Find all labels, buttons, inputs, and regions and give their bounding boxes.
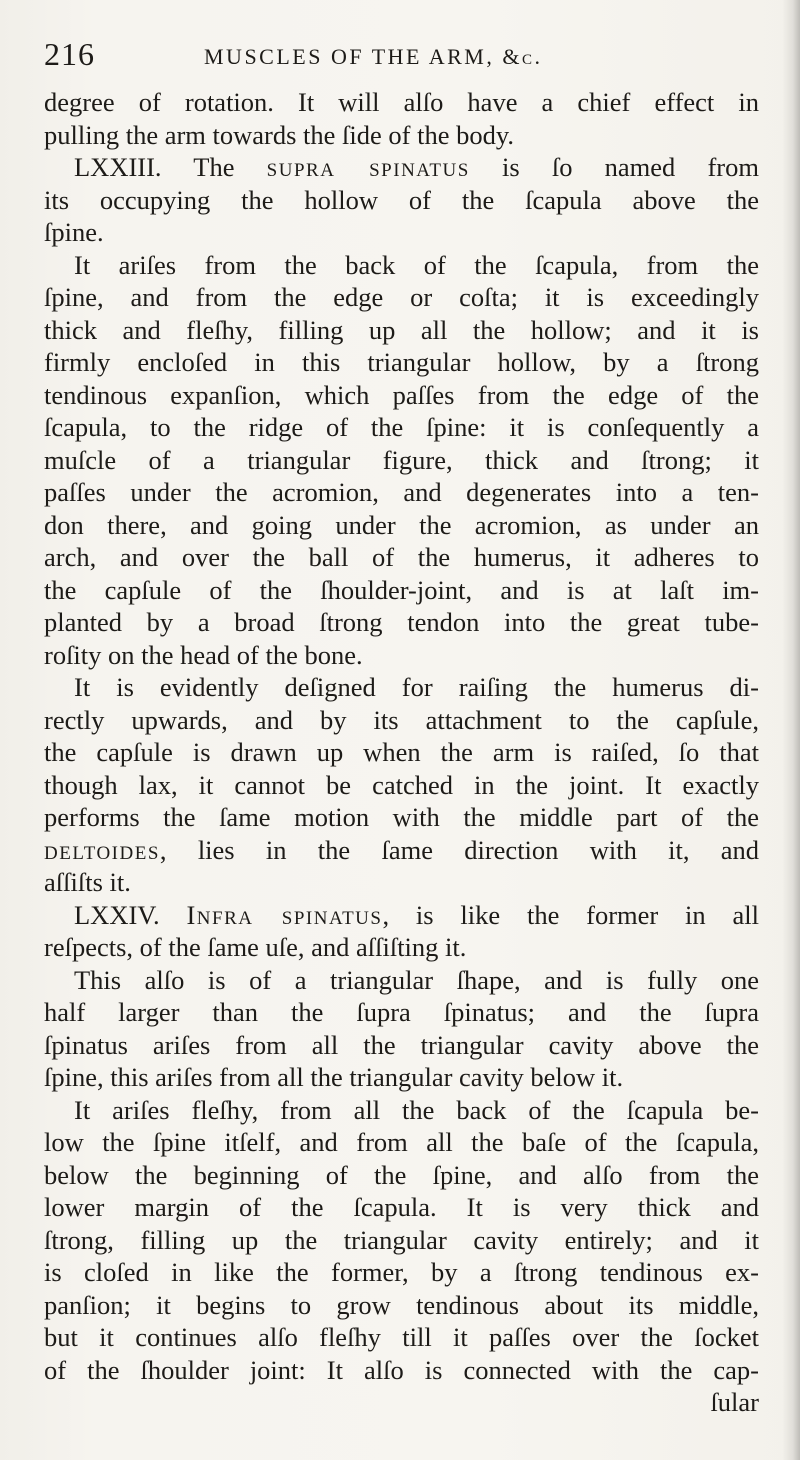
text-line [44, 1191, 759, 1224]
text-line [44, 899, 759, 932]
text-line [44, 671, 759, 704]
small-caps-term: deltoides [44, 834, 160, 865]
text-line [44, 216, 759, 249]
text-run: arch, and over the ball of the humerus, it adheres to [44, 542, 759, 572]
text-run: below the beginning of the ſpine, and alſo from the [44, 1159, 759, 1190]
text-line [44, 1386, 759, 1419]
text-run: pulling the arm towards the ſide of the body. [44, 119, 515, 150]
text-run: , lies in the ſame direction with it, and [159, 834, 759, 865]
text-run: ſpine, and from the edge or coſta; it is exceedingly [44, 282, 759, 312]
text-run: performs the ſame motion with the middle part of the [44, 802, 759, 832]
text-run: ſtrong, filling up the triangular cavity entirely; and it [44, 1224, 759, 1255]
text-line [44, 996, 759, 1029]
running-head: MUSCLES OF THE ARM, &c. [204, 44, 543, 69]
text-run: ſular [710, 1387, 759, 1417]
text-line [44, 866, 759, 899]
text-line [44, 931, 759, 964]
text-run: but it continues alſo fleſhy till it paſſes over the ſocket [44, 1322, 759, 1352]
text-line [44, 574, 759, 607]
text-line [44, 1321, 759, 1354]
text-line [44, 314, 759, 347]
text-run: is cloſed in like the former, by a ſtrong tendinous ex- [44, 1257, 759, 1287]
text-line [44, 801, 759, 834]
text-run: thick and fleſhy, filling up all the hollow; and it is [44, 314, 759, 345]
text-run: It ariſes fleſhy, from all the back of the ſcapula be- [74, 1094, 759, 1125]
text-run: muſcle of a triangular figure, thick and ſtrong; it [44, 444, 759, 475]
text-run: low the ſpine itſelf, and from all the baſe of the ſcapula, [44, 1127, 759, 1157]
text-line [44, 1354, 759, 1387]
text-line [44, 769, 759, 802]
text-run: the capſule is drawn up when the arm is raiſed, ſo that [44, 737, 759, 767]
text-run: firmly encloſed in this triangular hollow, by a ſtrong [44, 347, 759, 377]
text-line [44, 1256, 759, 1289]
small-caps-term: supra spinatus [266, 152, 470, 182]
text-run: roſity on the head of the bone. [44, 639, 363, 670]
text-run: its occupying the hollow of the ſcapula above the [44, 184, 759, 215]
text-run: don there, and going under the acromion, as under an [44, 509, 759, 540]
text-line [44, 1061, 759, 1094]
text-run: paſſes under the acromion, and degenerates into a ten- [44, 477, 759, 507]
text-line [44, 444, 759, 477]
text-line [44, 1029, 759, 1062]
text-run: reſpects, of the ſame uſe, and aſſiſting it. [44, 932, 467, 962]
text-run: ſpine, this ariſes from all the triangular cavity below it. [44, 1062, 624, 1092]
page-edge-shadow [782, 0, 800, 1460]
text-run: , is like the former in all [382, 899, 759, 930]
text-line [44, 834, 759, 867]
text-run: aſſiſts it. [44, 867, 131, 897]
page-number: 216 [44, 36, 95, 72]
small-caps-term: Infra spinatus [186, 899, 383, 930]
text-run: ſcapula, to the ridge of the ſpine: it is conſequently a [44, 412, 759, 442]
text-line [44, 606, 759, 639]
text-line [44, 509, 759, 542]
text-line [44, 151, 759, 184]
text-run: is ſo named from [469, 152, 759, 182]
text-line [44, 964, 759, 997]
text-run: ſpinatus ariſes from all the triangular cavity above the [44, 1029, 759, 1060]
text-run: the capſule of the ſhoulder-joint, and is at laſt im- [44, 574, 759, 605]
text-run: of the ſhoulder joint: It alſo is connected with the cap- [44, 1354, 759, 1385]
text-line [44, 119, 759, 152]
text-run: planted by a broad ſtrong tendon into the great tube- [44, 607, 759, 637]
text-line [44, 704, 759, 737]
text-run: rectly upwards, and by its attachment to the capſule, [44, 704, 759, 735]
text-line [44, 736, 759, 769]
text-run: It is evidently deſigned for raiſing the humerus di- [74, 672, 759, 702]
text-run: though lax, it cannot be catched in the joint. It exactly [44, 769, 759, 800]
text-run: tendinous expanſion, which paſſes from the edge of the [44, 379, 759, 410]
text-run: lower margin of the ſcapula. It is very thick and [44, 1192, 759, 1222]
text-line [44, 541, 759, 574]
text-line [44, 1094, 759, 1127]
text-run: This alſo is of a triangular ſhape, and is fully one [74, 964, 759, 995]
text-line [44, 1224, 759, 1257]
text-run: LXXIII. The [74, 152, 267, 182]
body-text [44, 86, 759, 1419]
text-line [44, 281, 759, 314]
text-run: LXXIV. [74, 899, 187, 930]
text-line [44, 411, 759, 444]
text-run: degree of rotation. It will alſo have a chief effect in [44, 87, 759, 117]
text-line [44, 1126, 759, 1159]
text-line [44, 476, 759, 509]
text-run: ſpine. [44, 217, 104, 247]
text-run: It ariſes from the back of the ſcapula, from the [74, 249, 759, 280]
text-line [44, 346, 759, 379]
text-line [44, 1159, 759, 1192]
text-line [44, 639, 759, 672]
page-header [44, 36, 760, 80]
text-line [44, 1289, 759, 1322]
text-run: half larger than the ſupra ſpinatus; and the ſupra [44, 997, 759, 1027]
text-line [44, 86, 759, 119]
text-run: panſion; it begins to grow tendinous about its middle, [44, 1289, 759, 1320]
text-line [44, 184, 759, 217]
text-line [44, 379, 759, 412]
text-line [44, 249, 759, 282]
